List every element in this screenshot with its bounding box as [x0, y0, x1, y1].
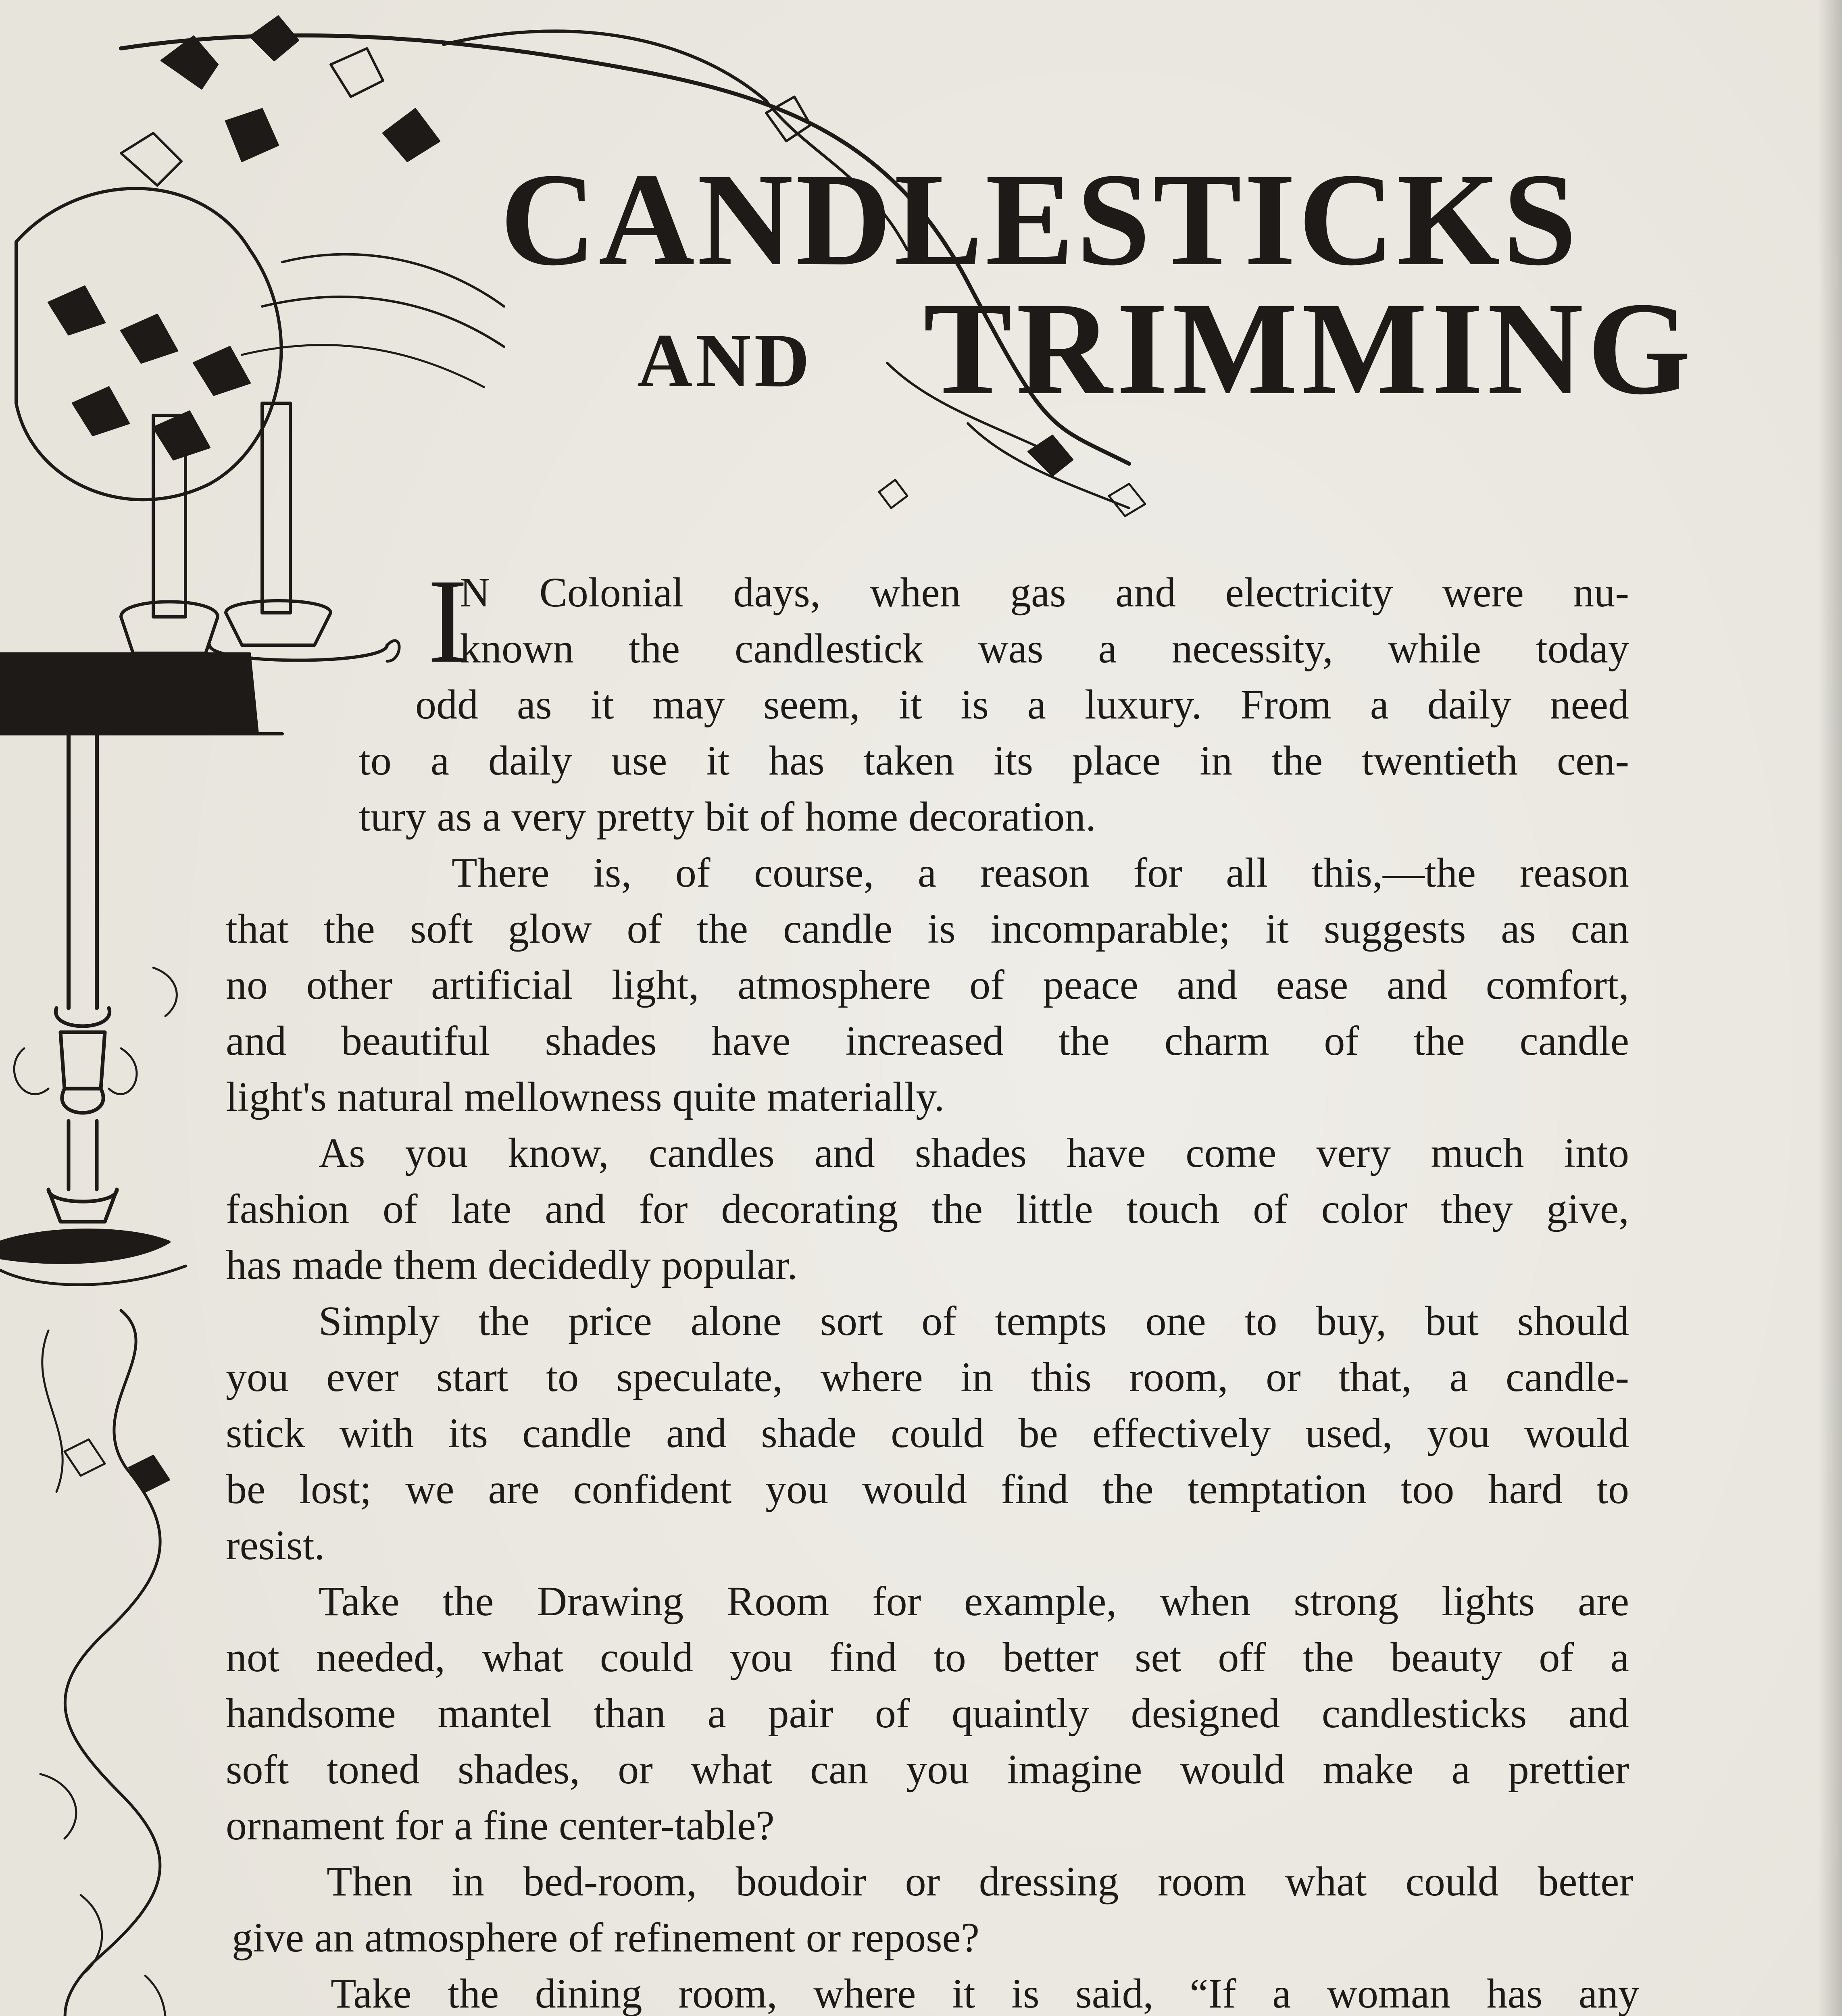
text-line: resist. — [226, 1522, 325, 1568]
text-line: fashion of late and for decorating the little touch of color they give, — [226, 1186, 1629, 1232]
page-edge-shadow — [1818, 0, 1842, 2016]
paragraph-1-cont-2 — [359, 733, 1629, 845]
paragraph-6-cont — [232, 1910, 1633, 1966]
paragraph-5-cont — [226, 1629, 1629, 1854]
paragraph-5 — [319, 1573, 1629, 1629]
paragraph-3-cont — [226, 1181, 1629, 1293]
text-line: and beautiful shades have increased the charm of the candle — [226, 1018, 1629, 1064]
title-and: AND — [637, 319, 813, 403]
paragraph-4 — [319, 1293, 1629, 1349]
text-line: not needed, what could you find to better set off the beauty of a — [226, 1634, 1629, 1681]
text-line: odd as it may seem, it is a luxury. From a daily need — [415, 681, 1629, 728]
text-line: N Colonial days, when gas and electricity were nu- — [460, 569, 1629, 616]
text-line: known the candlestick was a necessity, while today — [460, 625, 1629, 672]
paragraph-2-cont — [226, 901, 1629, 1125]
text-line: There is, of course, a reason for all this,—the reason — [452, 850, 1629, 896]
text-line: As you know, candles and shades have come very much into — [319, 1130, 1629, 1176]
text-line: soft toned shades, or what can you imagine would make a prettier — [226, 1746, 1629, 1793]
text-line: Take the dining room, where it is said, “If a woman has any — [331, 1970, 1639, 2016]
text-line: give an atmosphere of refinement or repose? — [232, 1914, 979, 1961]
paragraph-2 — [452, 845, 1629, 901]
text-line: Take the Drawing Room for example, when strong lights are — [319, 1578, 1629, 1624]
title-line-1: CANDLESTICKS — [500, 146, 1579, 293]
text-line: has made them decidedly popular. — [226, 1242, 798, 1288]
text-line: to a daily use it has taken its place in the twentieth cen- — [359, 737, 1629, 784]
text-line: stick with its candle and shade could be effectively used, you would — [226, 1410, 1629, 1456]
paragraph-1 — [460, 564, 1629, 677]
text-line: that the soft glow of the candle is incomparable; it suggests as can — [226, 906, 1629, 952]
text-line: ornament for a fine center-table? — [226, 1802, 775, 1849]
drop-cap: I — [427, 554, 468, 688]
text-line: be lost; we are confident you would find the temptation too hard to — [226, 1466, 1629, 1512]
paragraph-7 — [331, 1966, 1639, 2016]
text-line: light's natural mellowness quite materially. — [226, 1074, 945, 1120]
text-line: no other artificial light, atmosphere of peace and ease and comfort, — [226, 962, 1629, 1008]
text-line: Simply the price alone sort of tempts one to buy, but should — [319, 1298, 1629, 1344]
paragraph-4-cont — [226, 1349, 1629, 1573]
paragraph-6 — [327, 1854, 1633, 1910]
paragraph-1-cont — [415, 677, 1629, 733]
text-line: tury as a very pretty bit of home decoration. — [359, 793, 1096, 840]
text-line: handsome mantel than a pair of quaintly designed candlesticks and — [226, 1690, 1629, 1737]
title-line-2: TRIMMING — [923, 275, 1695, 422]
text-line: you ever start to speculate, where in this room, or that, a candle- — [226, 1354, 1629, 1400]
paragraph-3 — [319, 1125, 1629, 1181]
text-line: Then in bed-room, boudoir or dressing room what could better — [327, 1858, 1633, 1905]
